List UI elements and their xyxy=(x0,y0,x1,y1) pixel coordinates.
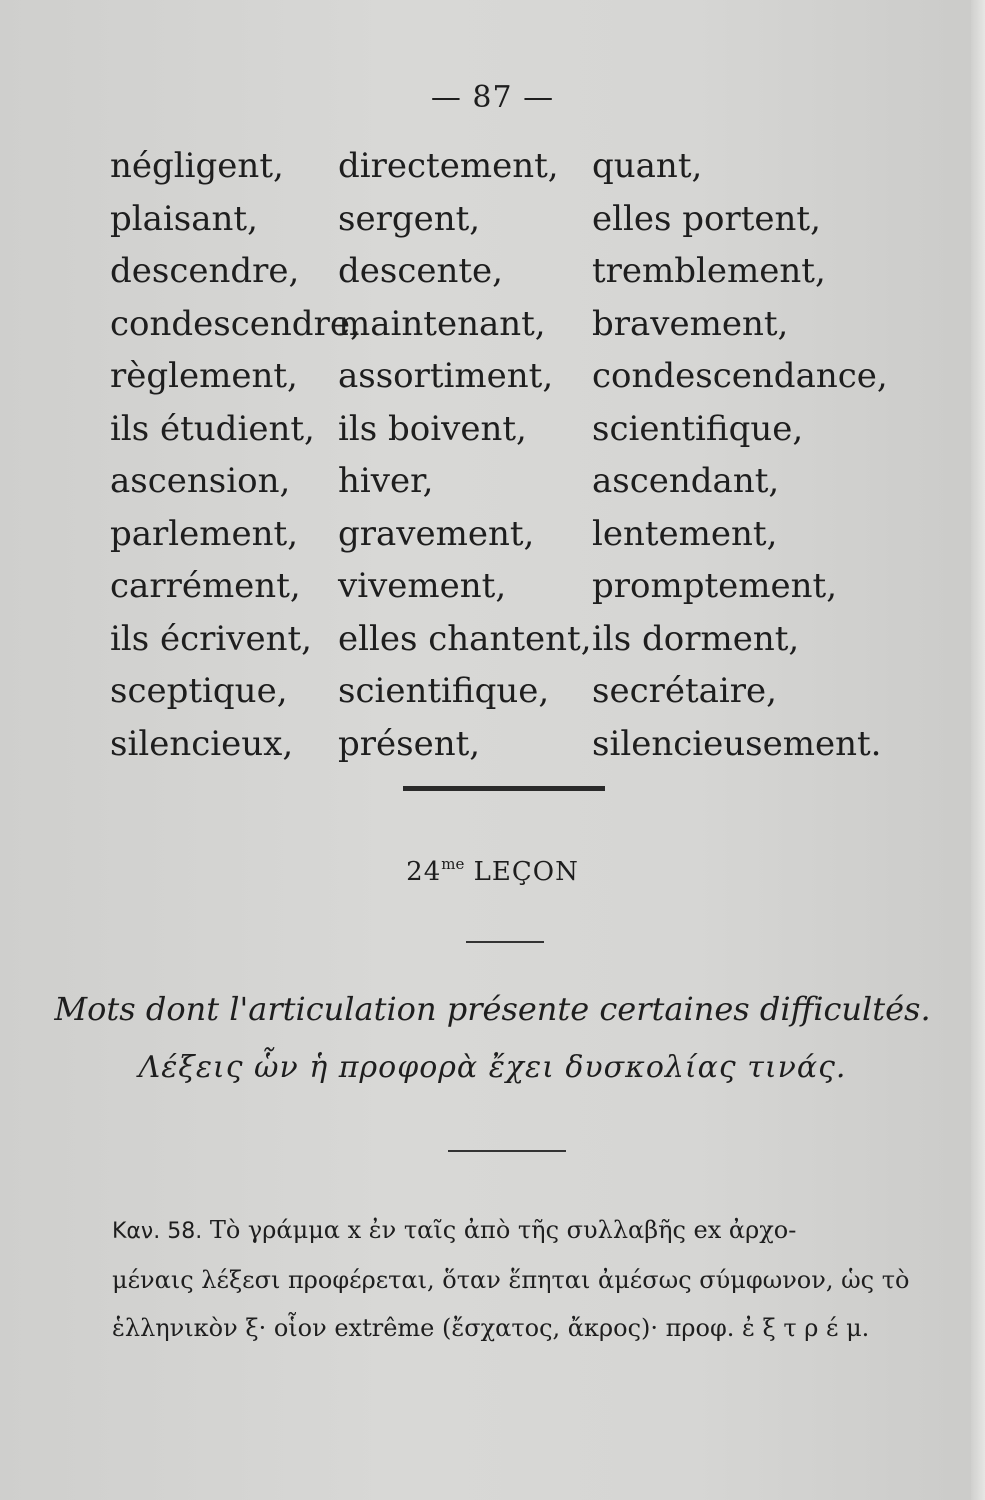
word-entry: silencieusement. xyxy=(592,723,882,764)
word-row xyxy=(110,665,870,718)
word-entry: parlement, xyxy=(110,513,299,554)
word-row xyxy=(110,508,870,561)
word-row xyxy=(110,560,870,613)
word-entry: condescendance, xyxy=(592,356,888,396)
rule-paragraph xyxy=(112,1206,912,1352)
lesson-number-suffix: me xyxy=(441,855,465,873)
word-row xyxy=(110,718,882,771)
word-row xyxy=(110,350,888,403)
word-entry: assortiment, xyxy=(338,356,554,396)
word-entry: ascension, xyxy=(110,461,291,501)
word-entry: directement, xyxy=(338,146,559,186)
word-entry: vivement, xyxy=(338,566,507,606)
word-entry: règlement, xyxy=(110,356,298,396)
word-entry: carrément, xyxy=(110,566,301,606)
word-entry: condescendre, xyxy=(110,303,361,344)
greek-subtitle: Λέξεις ὧν ἡ προφορὰ ἔχει δυσκολίας τινάς. xyxy=(138,1050,847,1085)
lesson-number: 24 xyxy=(406,857,442,887)
subtitle-divider xyxy=(448,1150,566,1152)
lesson-title: LEÇON xyxy=(473,857,579,887)
word-entry: hiver, xyxy=(338,461,434,501)
word-entry: négligent, xyxy=(110,146,284,186)
lesson-heading xyxy=(0,855,985,887)
word-entry: bravement, xyxy=(592,303,789,344)
word-entry: descente, xyxy=(338,251,503,291)
page-edge xyxy=(971,0,985,1500)
word-entry: secrétaire, xyxy=(592,671,777,711)
word-entry: promptement, xyxy=(592,566,838,606)
word-row xyxy=(110,403,870,456)
word-row xyxy=(110,140,870,193)
section-divider xyxy=(403,786,605,791)
rule-label: Καν. 58. xyxy=(112,1219,203,1244)
word-entry: ils étudient, xyxy=(110,408,315,449)
french-subtitle: Mots dont l'articulation présente certaines difficultés. xyxy=(54,990,931,1028)
word-list xyxy=(110,140,888,770)
word-entry: ils dorment, xyxy=(592,618,800,659)
word-entry: descendre, xyxy=(110,251,300,291)
word-entry: gravement, xyxy=(338,513,535,554)
rule-line: Τὸ γράμμα x ἐν ταῖς ἀπὸ τῆς συλλαβῆς ex ἀρχο- xyxy=(209,1216,797,1244)
word-entry: maintenant, xyxy=(338,303,546,344)
word-row xyxy=(110,298,870,351)
word-entry: sceptique, xyxy=(110,671,288,711)
word-entry: plaisant, xyxy=(110,198,258,239)
rule-line: ἑλληνικὸν ξ· οἷον extrême (ἔσχατος, ἄκρος)· προφ. ἐ ξ τ ρ έ μ. xyxy=(112,1314,870,1342)
rule-line: μέναις λέξεσι προφέρεται, ὅταν ἕπηται ἀμέσως σύμφωνον, ὡς τὸ xyxy=(112,1266,910,1294)
word-entry: ils écrivent, xyxy=(110,618,312,659)
word-entry: ils boivent, xyxy=(338,408,527,449)
word-entry: ascendant, xyxy=(592,461,780,501)
word-entry: scientifique, xyxy=(338,671,550,711)
page-number: — 87 — xyxy=(430,80,555,115)
word-row xyxy=(110,455,870,508)
word-row xyxy=(110,613,870,666)
word-entry: tremblement, xyxy=(592,251,826,291)
heading-divider xyxy=(466,941,544,943)
word-entry: scientifique, xyxy=(592,408,804,449)
word-row xyxy=(110,193,870,246)
word-row xyxy=(110,245,870,298)
word-entry: elles portent, xyxy=(592,198,821,239)
word-entry: sergent, xyxy=(338,198,481,239)
word-entry: quant, xyxy=(592,146,703,186)
word-entry: elles chantent, xyxy=(338,618,592,659)
word-entry: silencieux, xyxy=(110,723,294,764)
word-entry: lentement, xyxy=(592,513,778,554)
word-entry: présent, xyxy=(338,723,481,764)
